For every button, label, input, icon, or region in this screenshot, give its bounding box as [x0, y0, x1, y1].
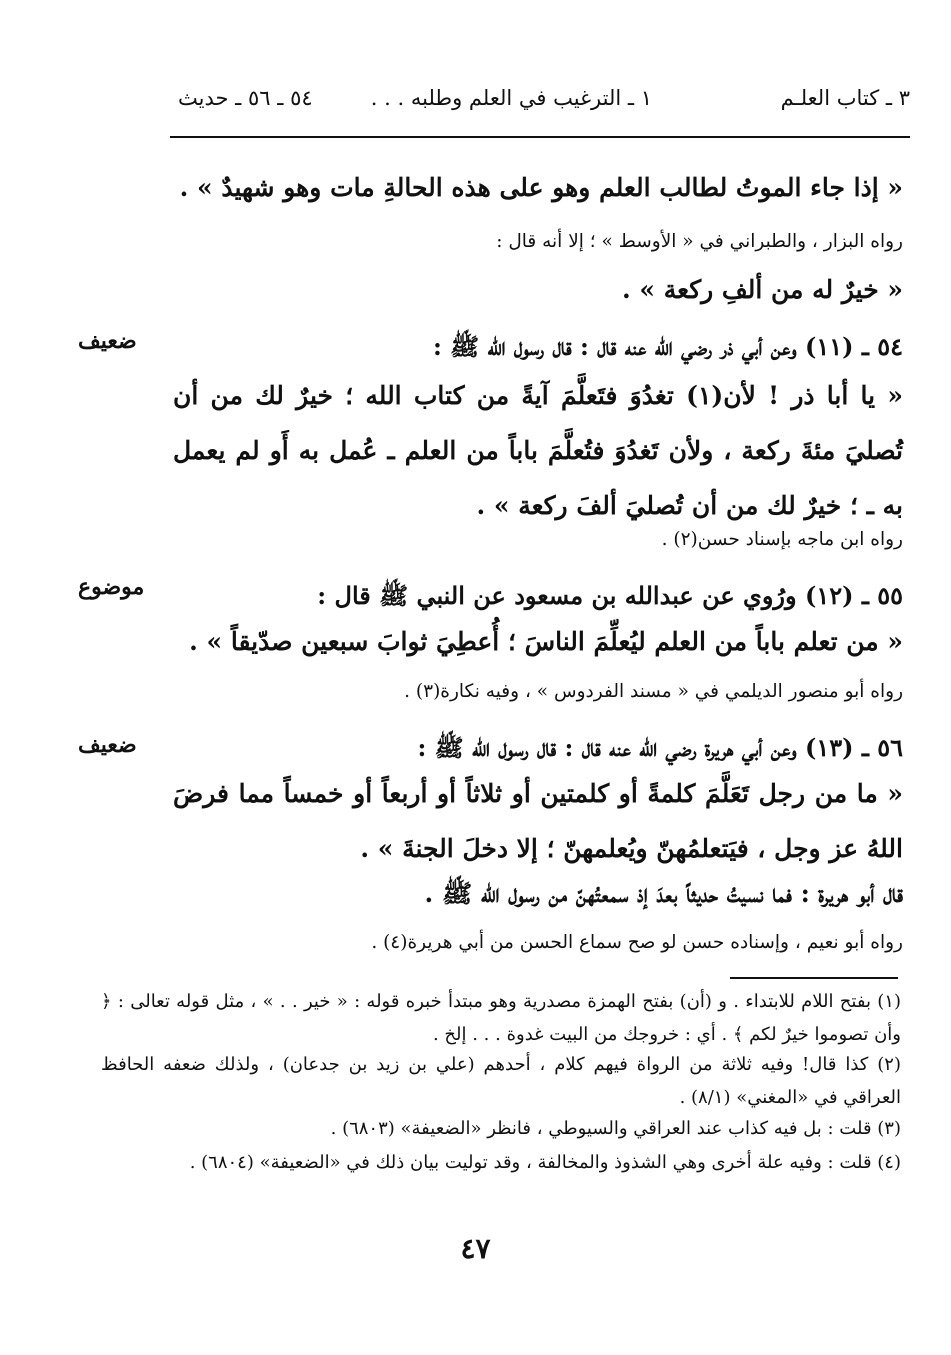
hadith-54-source: رواه ابن ماجه بإسناد حسن(٢) .: [661, 529, 903, 550]
hadith-56-grade: ضعيف: [78, 732, 137, 758]
prev-hadith-variant: « خيرٌ له من ألفِ ركعة » .: [622, 275, 903, 304]
footnote-1: (١) بفتح اللام للابتداء . و (أن) بفتح الهمزة مصدرية وهو مبتدأ خبره قوله : « خير . . » ، مثل قوله تعالى : ﴿ وأن تصوموا خيرٌ لكم ﴾ . أي : خروجك من البيت غدوة . . . إلخ .: [101, 991, 901, 1045]
hadith-56-abu-huraira: قال أبو هريرة : فما نسيتُ حديثاً بعدَ إذ سمعتُهنّ من رسول الله ﷺ .: [424, 879, 903, 908]
running-header: [170, 86, 910, 126]
hadith-55-text: « من تعلم باباً من العلم ليُعلِّمَ الناسَ ؛ أُعطِيَ ثوابَ سبعين صدّيقاً » .: [189, 627, 903, 656]
page-number: ٤٧: [460, 1232, 491, 1265]
footnote-rule: [730, 977, 898, 979]
hadith-55-intro: ٥٥ ـ (١٢) ورُوي عن عبدالله بن مسعود عن النبي ﷺ قال :: [317, 581, 903, 610]
hadith-56-intro: ٥٦ ـ (١٣) وعن أبي هريرة رضي الله عنه قال : قال رسول الله ﷺ :: [417, 733, 903, 762]
header-rule: [170, 136, 910, 138]
hadith-54-intro: ٥٤ ـ (١١) وعن أبي ذر رضي الله عنه قال : قال رسول الله ﷺ :: [432, 332, 903, 361]
footnote-4: (٤) قلت : وفيه علة أخرى وهي الشذوذ والمخالفة ، وقد توليت بيان ذلك في «الضعيفة» (٦٨٠٤) .: [189, 1152, 901, 1173]
header-hadith-range: ٥٤ ـ ٥٦ ـ حديث: [178, 86, 313, 110]
header-section: ١ ـ الترغيب في العلم وطلبه . . .: [370, 86, 652, 110]
footnote-3: (٣) قلت : بل فيه كذاب عند العراقي والسيوطي ، فانظر «الضعيفة» (٦٨٠٣) .: [330, 1118, 901, 1139]
hadith-56-source: رواه أبو نعيم ، وإسناده حسن لو صح سماع الحسن من أبي هريرة(٤) .: [371, 932, 903, 953]
hadith-56-text: « ما من رجل تَعَلَّمَ كلمةً أو كلمتين أو ثلاثاً أو أربعاً أو خمساً مما فرضَ اللهُ عز وجل ، فيَتعلمُهنّ ويُعلمهنّ ؛ إلا دخلَ الجنةَ » .: [173, 779, 903, 863]
hadith-55-source: رواه أبو منصور الديلمي في « مسند الفردوس » ، وفيه نكارة(٣) .: [404, 681, 903, 702]
prev-hadith-source: رواه البزار ، والطبراني في « الأوسط » ؛ إلا أنه قال :: [496, 231, 903, 252]
hadith-55-grade: موضوع: [78, 574, 145, 600]
footnote-2: (٢) كذا قال! وفيه ثلاثة من الرواة فيهم كلام ، أحدهم (علي بن زيد بن جدعان) ، ولذلك ضعفه الحافظ العراقي في «المغني» (٨/١) .: [101, 1054, 901, 1108]
header-chapter: ٣ ـ كتاب العلـم: [780, 86, 910, 110]
prev-hadith-text: « إذا جاء الموتُ لطالب العلم وهو على هذه الحالةِ مات وهو شهيدٌ » .: [179, 173, 903, 202]
hadith-54-text: « يا أبا ذر ! لأن(١) تغدُوَ فتَعلَّمَ آيةً من كتاب الله ؛ خيرٌ لك من أن تُصليَ مئةَ ركعة ، ولأن تَغدُوَ فتُعلَّمَ باباً من العلم ـ عُمل به أَو لم يعمل به ـ ؛ خيرٌ لك من أن تُصليَ ألفَ ركعة » .: [173, 381, 903, 520]
hadith-54-grade: ضعيف: [78, 328, 137, 354]
